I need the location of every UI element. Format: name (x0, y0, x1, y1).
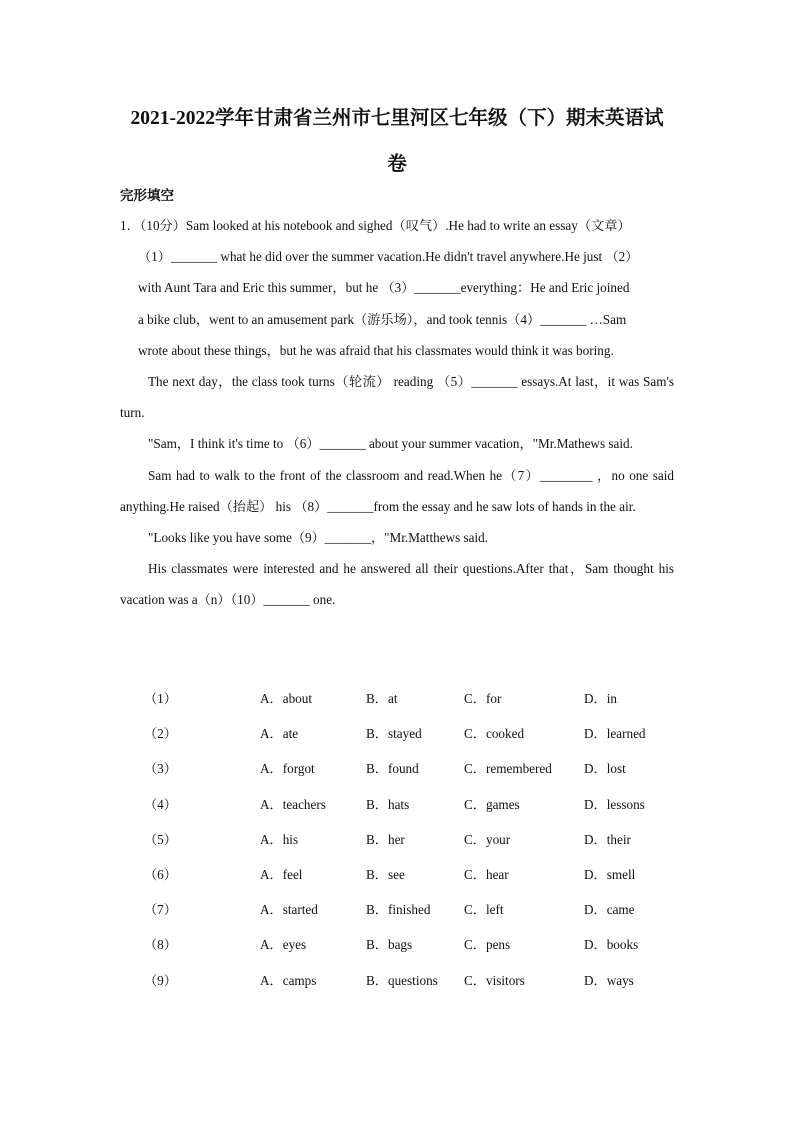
option-b: B．her (366, 831, 405, 847)
question-number: （1） (144, 691, 177, 707)
option-c: C．pens (464, 937, 511, 953)
option-d: D．ways (584, 972, 634, 988)
option-a: A．eyes (260, 937, 307, 953)
option-row (128, 786, 674, 821)
option-d: D．learned (584, 726, 646, 742)
passage-paragraph: The next day，the class took turns（轮流） reading （5）_______ essays.At last，it was Sam's turn. (120, 374, 674, 421)
option-d: D．lost (584, 761, 626, 777)
option-c: C．games (464, 796, 520, 812)
section-heading: 完形填空 (120, 188, 174, 203)
passage-line: （1）_______ what he did over the summer vacation.He didn't travel anywhere.He just （2） (138, 249, 639, 265)
passage (120, 210, 674, 616)
option-b: B．at (366, 691, 398, 707)
title-line-2: 卷 (387, 154, 407, 175)
option-a: A．started (260, 902, 318, 918)
passage-line: a bike club，went to an amusement park（游乐场），and took tennis（4）_______ …Sam (138, 311, 627, 327)
option-row (128, 891, 674, 926)
passage-paragraph: "Looks like you have some（9）_______，"Mr.Matthews said. (148, 530, 489, 546)
question-number: （9） (144, 972, 177, 988)
option-b: B．finished (366, 902, 431, 918)
option-b: B．see (366, 867, 405, 883)
question-number: （2） (144, 726, 177, 742)
option-row (128, 821, 674, 856)
option-c: C．hear (464, 867, 509, 883)
option-d: D．in (584, 691, 617, 707)
option-a: A．feel (260, 867, 303, 883)
title-line-1: 2021-2022学年甘肃省兰州市七里河区七年级（下）期末英语试 (130, 108, 664, 129)
option-b: B．bags (366, 937, 413, 953)
option-c: C．for (464, 691, 502, 707)
passage-paragraph: Sam had to walk to the front of the classroom and read.When he（7）________ ，no one said anything.He raised（抬起） his （8）_______from the essay and he saw lots of hands in the air. (120, 467, 674, 514)
question-number: （4） (144, 796, 177, 812)
option-d: D．came (584, 902, 635, 918)
option-row (128, 856, 674, 891)
page-title (110, 96, 684, 188)
passage-line: with Aunt Tara and Eric this summer，but he （3）_______everything：He and Eric joined (138, 280, 630, 296)
option-b: B．questions (366, 972, 438, 988)
option-a: A．his (260, 831, 299, 847)
question-number: （3） (144, 761, 177, 777)
option-a: A．about (260, 691, 313, 707)
option-d: D．smell (584, 867, 636, 883)
passage-line: 1．（10分）Sam looked at his notebook and sighed（叹气）.He had to write an essay（文章） (120, 218, 631, 233)
option-a: A．teachers (260, 796, 326, 812)
option-b: B．found (366, 761, 419, 777)
option-c: C．your (464, 831, 511, 847)
options-table (128, 680, 674, 997)
option-d: D．lessons (584, 796, 645, 812)
question-number: （8） (144, 937, 177, 953)
option-row (128, 715, 674, 750)
option-c: C．left (464, 902, 504, 918)
option-d: D．books (584, 937, 639, 953)
option-b: B．stayed (366, 726, 422, 742)
option-d: D．their (584, 831, 631, 847)
question-number: （5） (144, 831, 177, 847)
option-a: A．ate (260, 726, 299, 742)
passage-paragraph: His classmates were interested and he answered all their questions.After that，Sam thought his vacation was a（n）（10）_______ one. (120, 561, 674, 608)
option-c: C．visitors (464, 972, 525, 988)
option-row (128, 680, 674, 715)
option-row (128, 926, 674, 961)
passage-line: wrote about these things，but he was afraid that his classmates would think it was boring. (138, 342, 614, 358)
question-number: （7） (144, 902, 177, 918)
option-row (128, 962, 674, 997)
option-a: A．camps (260, 972, 317, 988)
option-b: B．hats (366, 796, 410, 812)
option-c: C．cooked (464, 726, 525, 742)
question-number: （6） (144, 867, 177, 883)
option-a: A．forgot (260, 761, 315, 777)
passage-paragraph: "Sam，I think it's time to （6）_______ about your summer vacation，"Mr.Mathews said. (148, 436, 633, 452)
option-row (128, 750, 674, 785)
option-c: C．remembered (464, 761, 552, 777)
